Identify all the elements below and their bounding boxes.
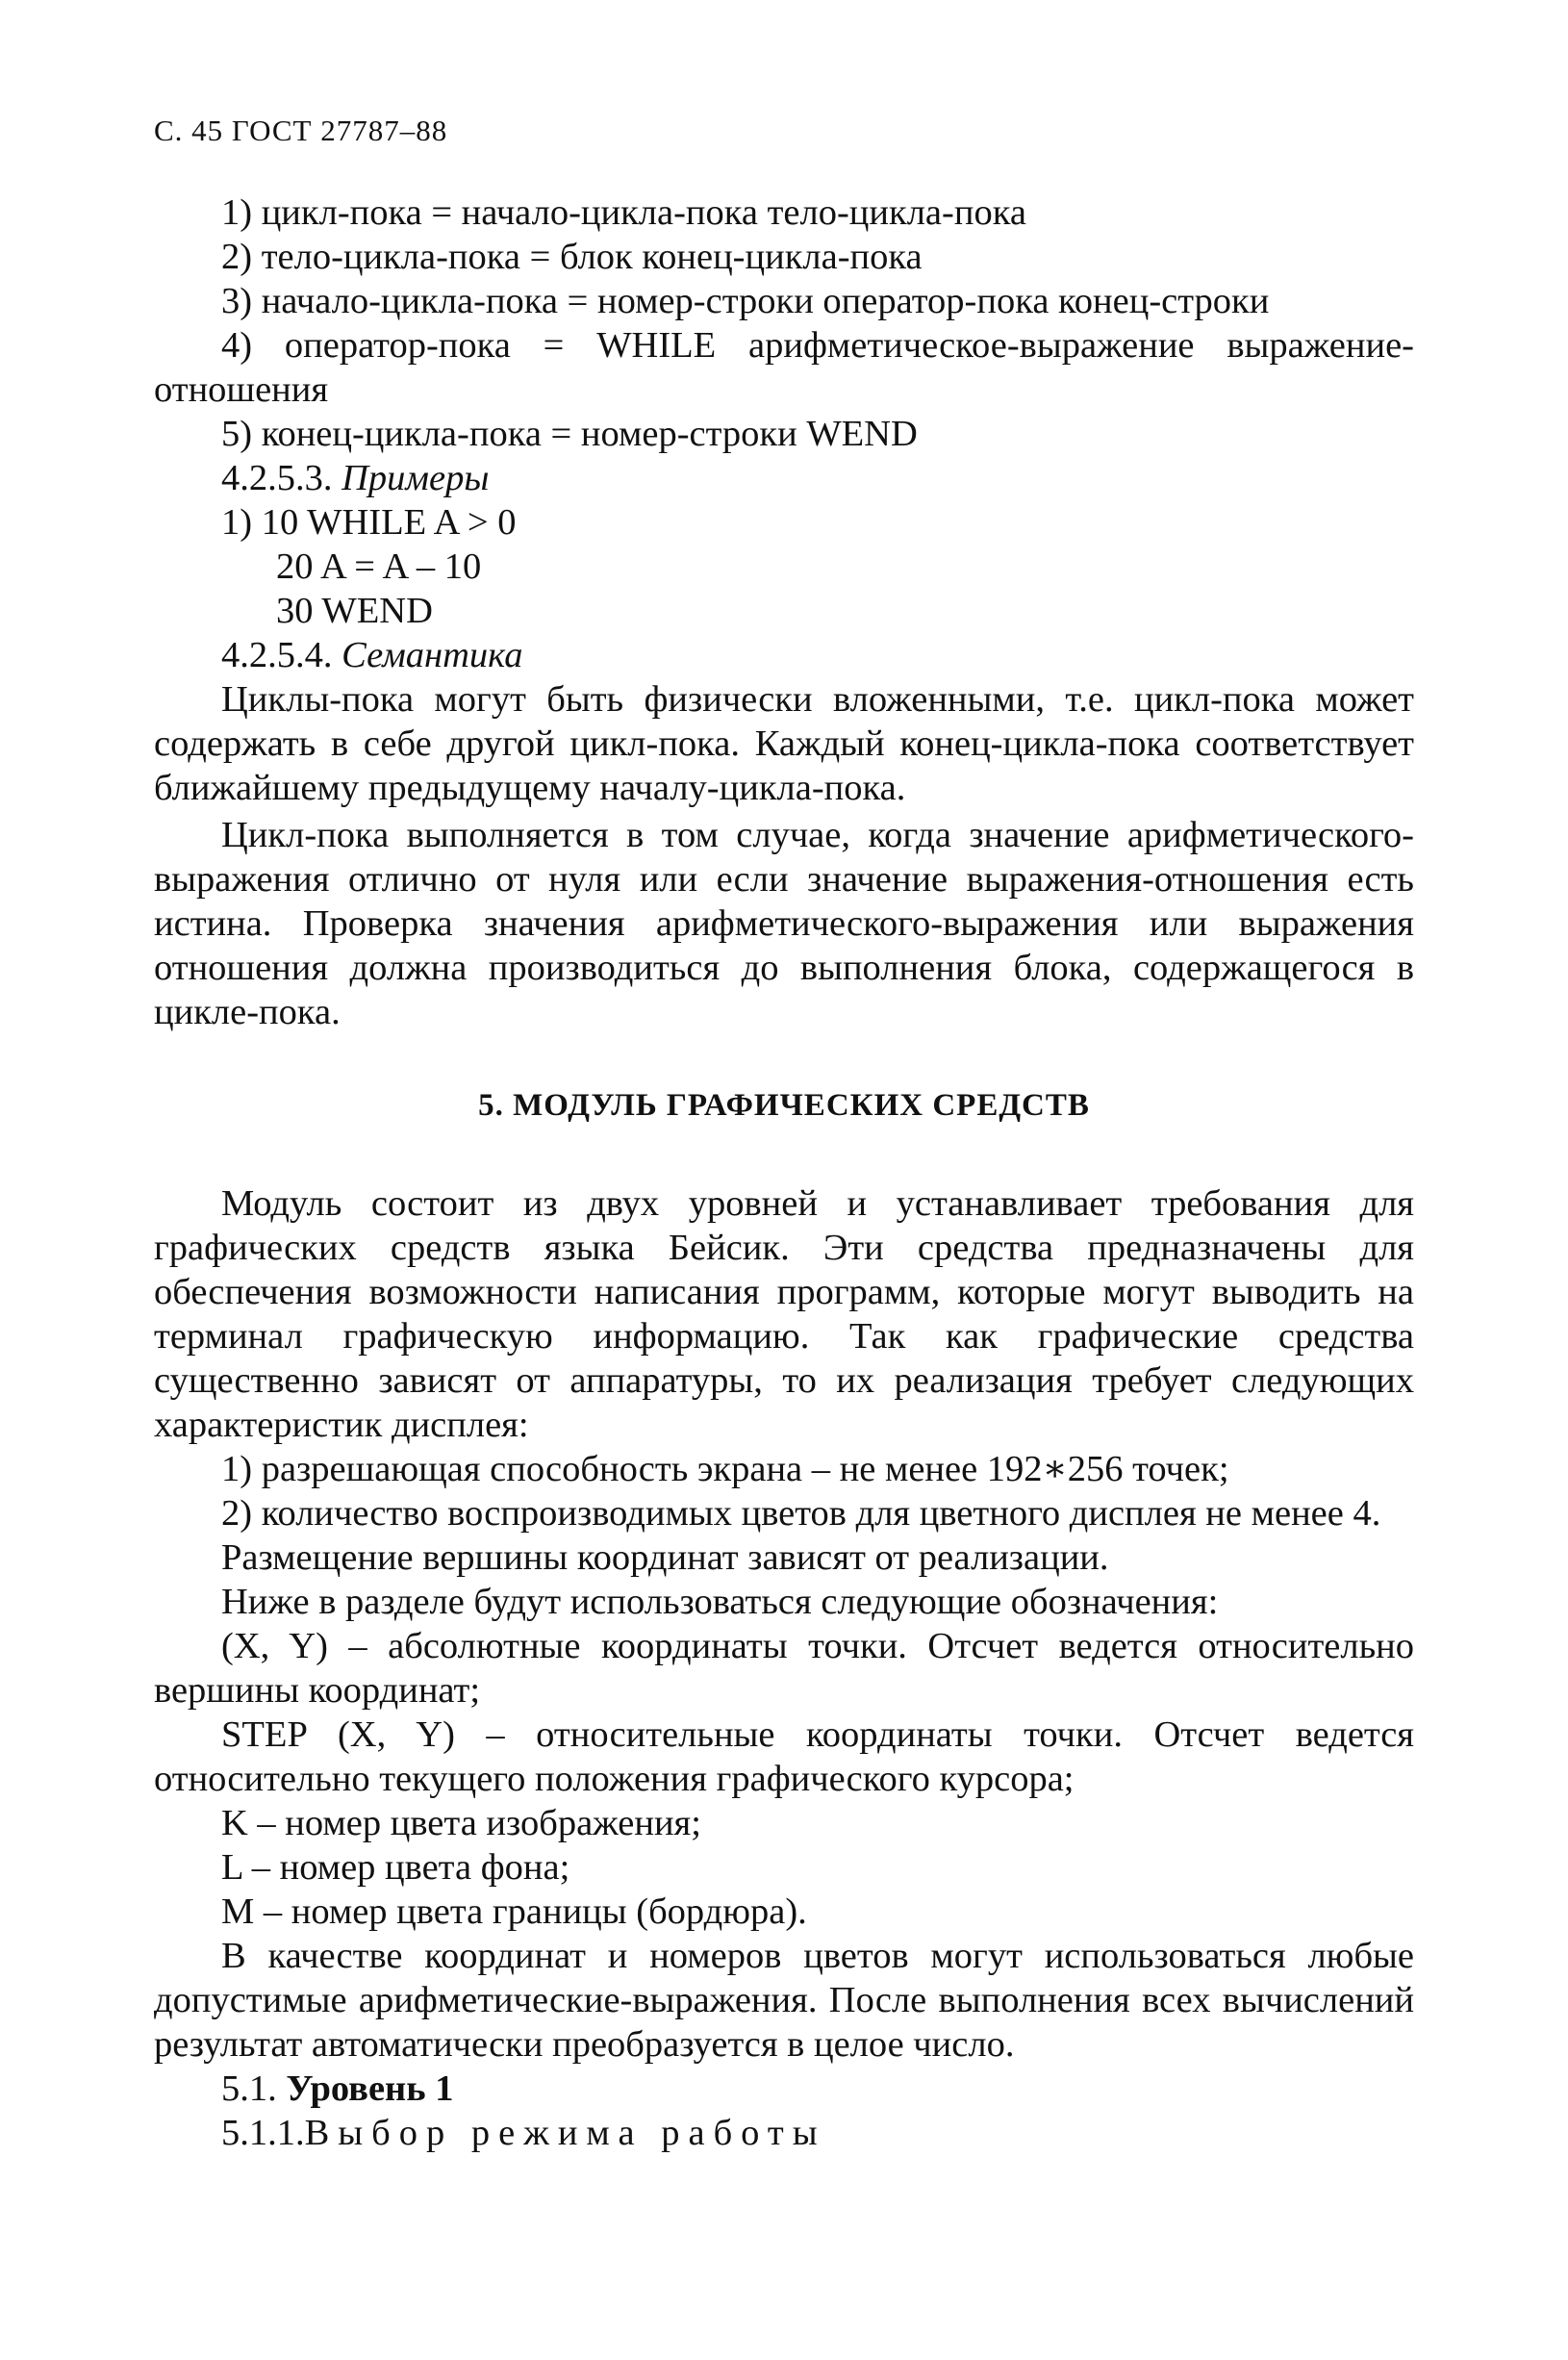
code-line-1: 1) 10 WHILE A > 0 [221,502,517,543]
rule-2: 2) тело-цикла-пока = блок конец-цикла-пока [221,237,923,277]
subsection-heading [154,2111,1414,2155]
semantics-number: 4.2.5.4. [221,635,333,675]
semantics-paragraph-2: Цикл-пока выполняется в том случае, когда значение арифметического-выражения отлично от нуля или если значение выражения-отношения есть истина. Проверка значения арифметического-выражения или выражения отношения должна производиться до выполнения блока, содержащегося в цикле-пока. [154,815,1414,1032]
section-paragraph-origin: Размещение вершины координат зависят от реализации. [221,1537,1109,1578]
requirement-2: 2) количество воспроизводимых цветов для цветного дисплея не менее 4. [221,1493,1381,1534]
notation-l: L – номер цвета фона; [221,1847,570,1888]
subsection-number: 5.1.1. [221,2113,305,2153]
semantics-heading [154,633,1414,677]
notation-absolute: (X, Y) – абсолютные координаты точки. Отсчет ведется относительно вершины координат; [154,1626,1414,1711]
notation-k: K – номер цвета изображения; [221,1803,701,1843]
notation-relative: STEP (X, Y) – относительные координаты точки. Отсчет ведется относительно текущего положения графического курсора; [154,1714,1414,1799]
rule-5: 5) конец-цикла-пока = номер-строки WEND [221,414,918,454]
examples-title: Примеры [341,458,490,498]
examples-number: 4.2.5.3. [221,458,333,498]
rule-4: 4) оператор-пока = WHILE арифметическое-выражение выражение-отношения [154,325,1414,410]
subsection-title: Выбор режима работы [304,2113,826,2153]
semantics-title: Семантика [341,635,523,675]
section-paragraph-coordinates: В качестве координат и номеров цветов могут использоваться любые допустимые арифметические-выражения. После выполнения всех вычислений результат автоматически преобразуется в целое число. [154,1936,1414,2065]
notation-m: M – номер цвета границы (бордюра). [221,1891,807,1932]
level-title: Уровень 1 [286,2068,454,2109]
examples-heading [154,456,1414,500]
level-number: 5.1. [221,2068,277,2109]
section-paragraph-notation: Ниже в разделе будут использоваться следующие обозначения: [221,1582,1219,1622]
rule-1: 1) цикл-пока = начало-цикла-пока тело-цикла-пока [221,192,1026,233]
rule-3: 3) начало-цикла-пока = номер-строки оператор-пока конец-строки [221,281,1270,321]
semantics-paragraph-1: Циклы-пока могут быть физически вложенными, т.е. цикл-пока может содержать в себе другой цикл-пока. Каждый конец-цикла-пока соответствует ближайшему предыдущему началу-цикла-пока. [154,679,1414,808]
level-heading [154,2067,1414,2111]
section-heading: 5. МОДУЛЬ ГРАФИЧЕСКИХ СРЕДСТВ [478,1088,1090,1123]
requirement-1: 1) разрешающая способность экрана – не менее 192∗256 точек; [221,1449,1229,1489]
section-paragraph-1: Модуль состоит из двух уровней и устанавливает требования для графических средств языка Бейсик. Эти средства предназначены для обеспечения возможности написания программ, которые могут выводить на терминал графическую информацию. Так как графические средства существенно зависят от аппаратуры, то их реализация требует следующих характеристик дисплея: [154,1183,1414,1445]
page-header: С. 45 ГОСТ 27787–88 [154,114,448,147]
code-line-2: 20 A = A – 10 [276,546,482,587]
code-line-3: 30 WEND [276,591,433,631]
